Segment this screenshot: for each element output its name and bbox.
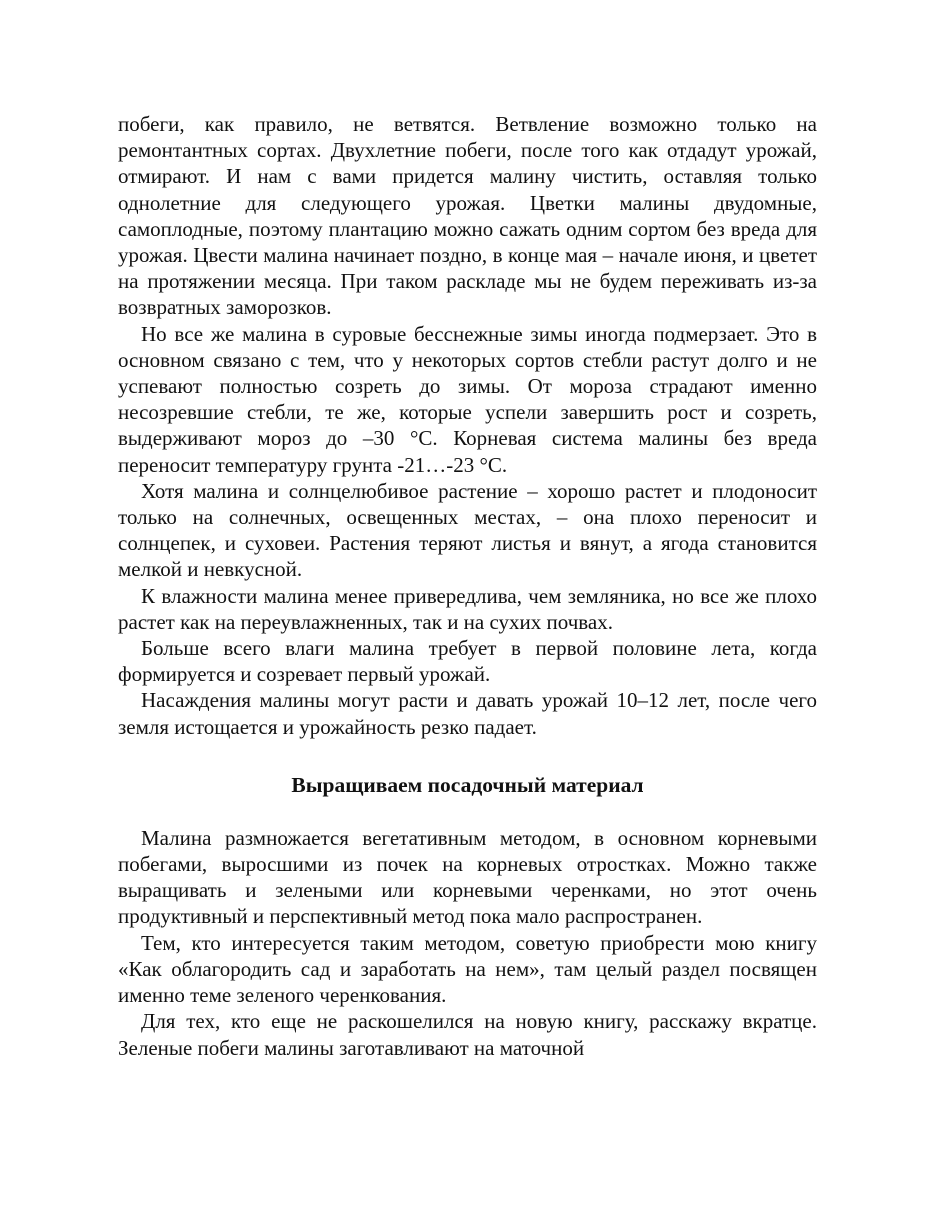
paragraph-moisture: К влажности малина менее привередлива, чем земляника, но все же плохо растет как на переувлажненных, так и на сухих почвах. xyxy=(118,583,817,634)
paragraph-book-advice: Тем, кто интересуется таким методом, советую приобрести мою книгу «Как облагородить сад и заработать на нем», там целый раздел посвящен именно теме зеленого черенкования. xyxy=(118,930,817,1008)
paragraph-lifespan: Насаждения малины могут расти и давать урожай 10–12 лет, после чего земля истощается и урожайность резко падает. xyxy=(118,688,817,739)
paragraph-summer-water: Больше всего влаги малина требует в первой половине лета, когда формируется и созревает первый урожай. xyxy=(118,636,817,687)
paragraph-continued: побеги, как правило, не ветвятся. Ветвление возможно только на ремонтантных сортах. Двухлетние побеги, после того как отдадут урожай, отмирают. И нам с вами придется малину чистить, оставляя только однолетние для следующего урожая. Цветки малины двудомные, самоплодные, поэтому плантацию можно сажать одним сортом без вреда для урожая. Цвести малина начинает поздно, в конце мая – начале июня, и цветет на протяжении месяца. При таком раскладе мы не будем переживать из-за возвратных заморозков. xyxy=(118,112,817,320)
paragraph-green-shoots: Для тех, кто еще не раскошелился на новую книгу, расскажу вкратце. Зеленые побеги малины заготавливают на маточной xyxy=(118,1009,817,1060)
paragraph-propagation: Малина размножается вегетативным методом, в основном корневыми побегами, выросшими из почек на корневых отростках. Можно также выращивать и зелеными или корневыми черенками, но этот очень продуктивный и перспективный метод пока мало распространен. xyxy=(118,825,817,929)
paragraph-sun: Хотя малина и солнцелюбивое растение – хорошо растет и плодоносит только на солнечных, освещенных местах, – она плохо переносит и солнцепек, и суховеи. Растения теряют листья и вянут, а ягода становится мелкой и невкусной. xyxy=(118,478,817,582)
document-page xyxy=(118,111,817,1061)
section-heading: Выращиваем посадочный материал xyxy=(291,772,644,797)
paragraph-frost: Но все же малина в суровые бесснежные зимы иногда подмерзает. Это в основном связано с тем, что у некоторых сортов стебли растут долго и не успевают полностью созреть до зимы. От мороза страдают именно несозревшие стебли, те же, которые успели завершить рост и созреть, выдерживают мороз до –30 °С. Корневая система малины без вреда переносит температуру грунта -21…-23 °С. xyxy=(118,321,817,477)
